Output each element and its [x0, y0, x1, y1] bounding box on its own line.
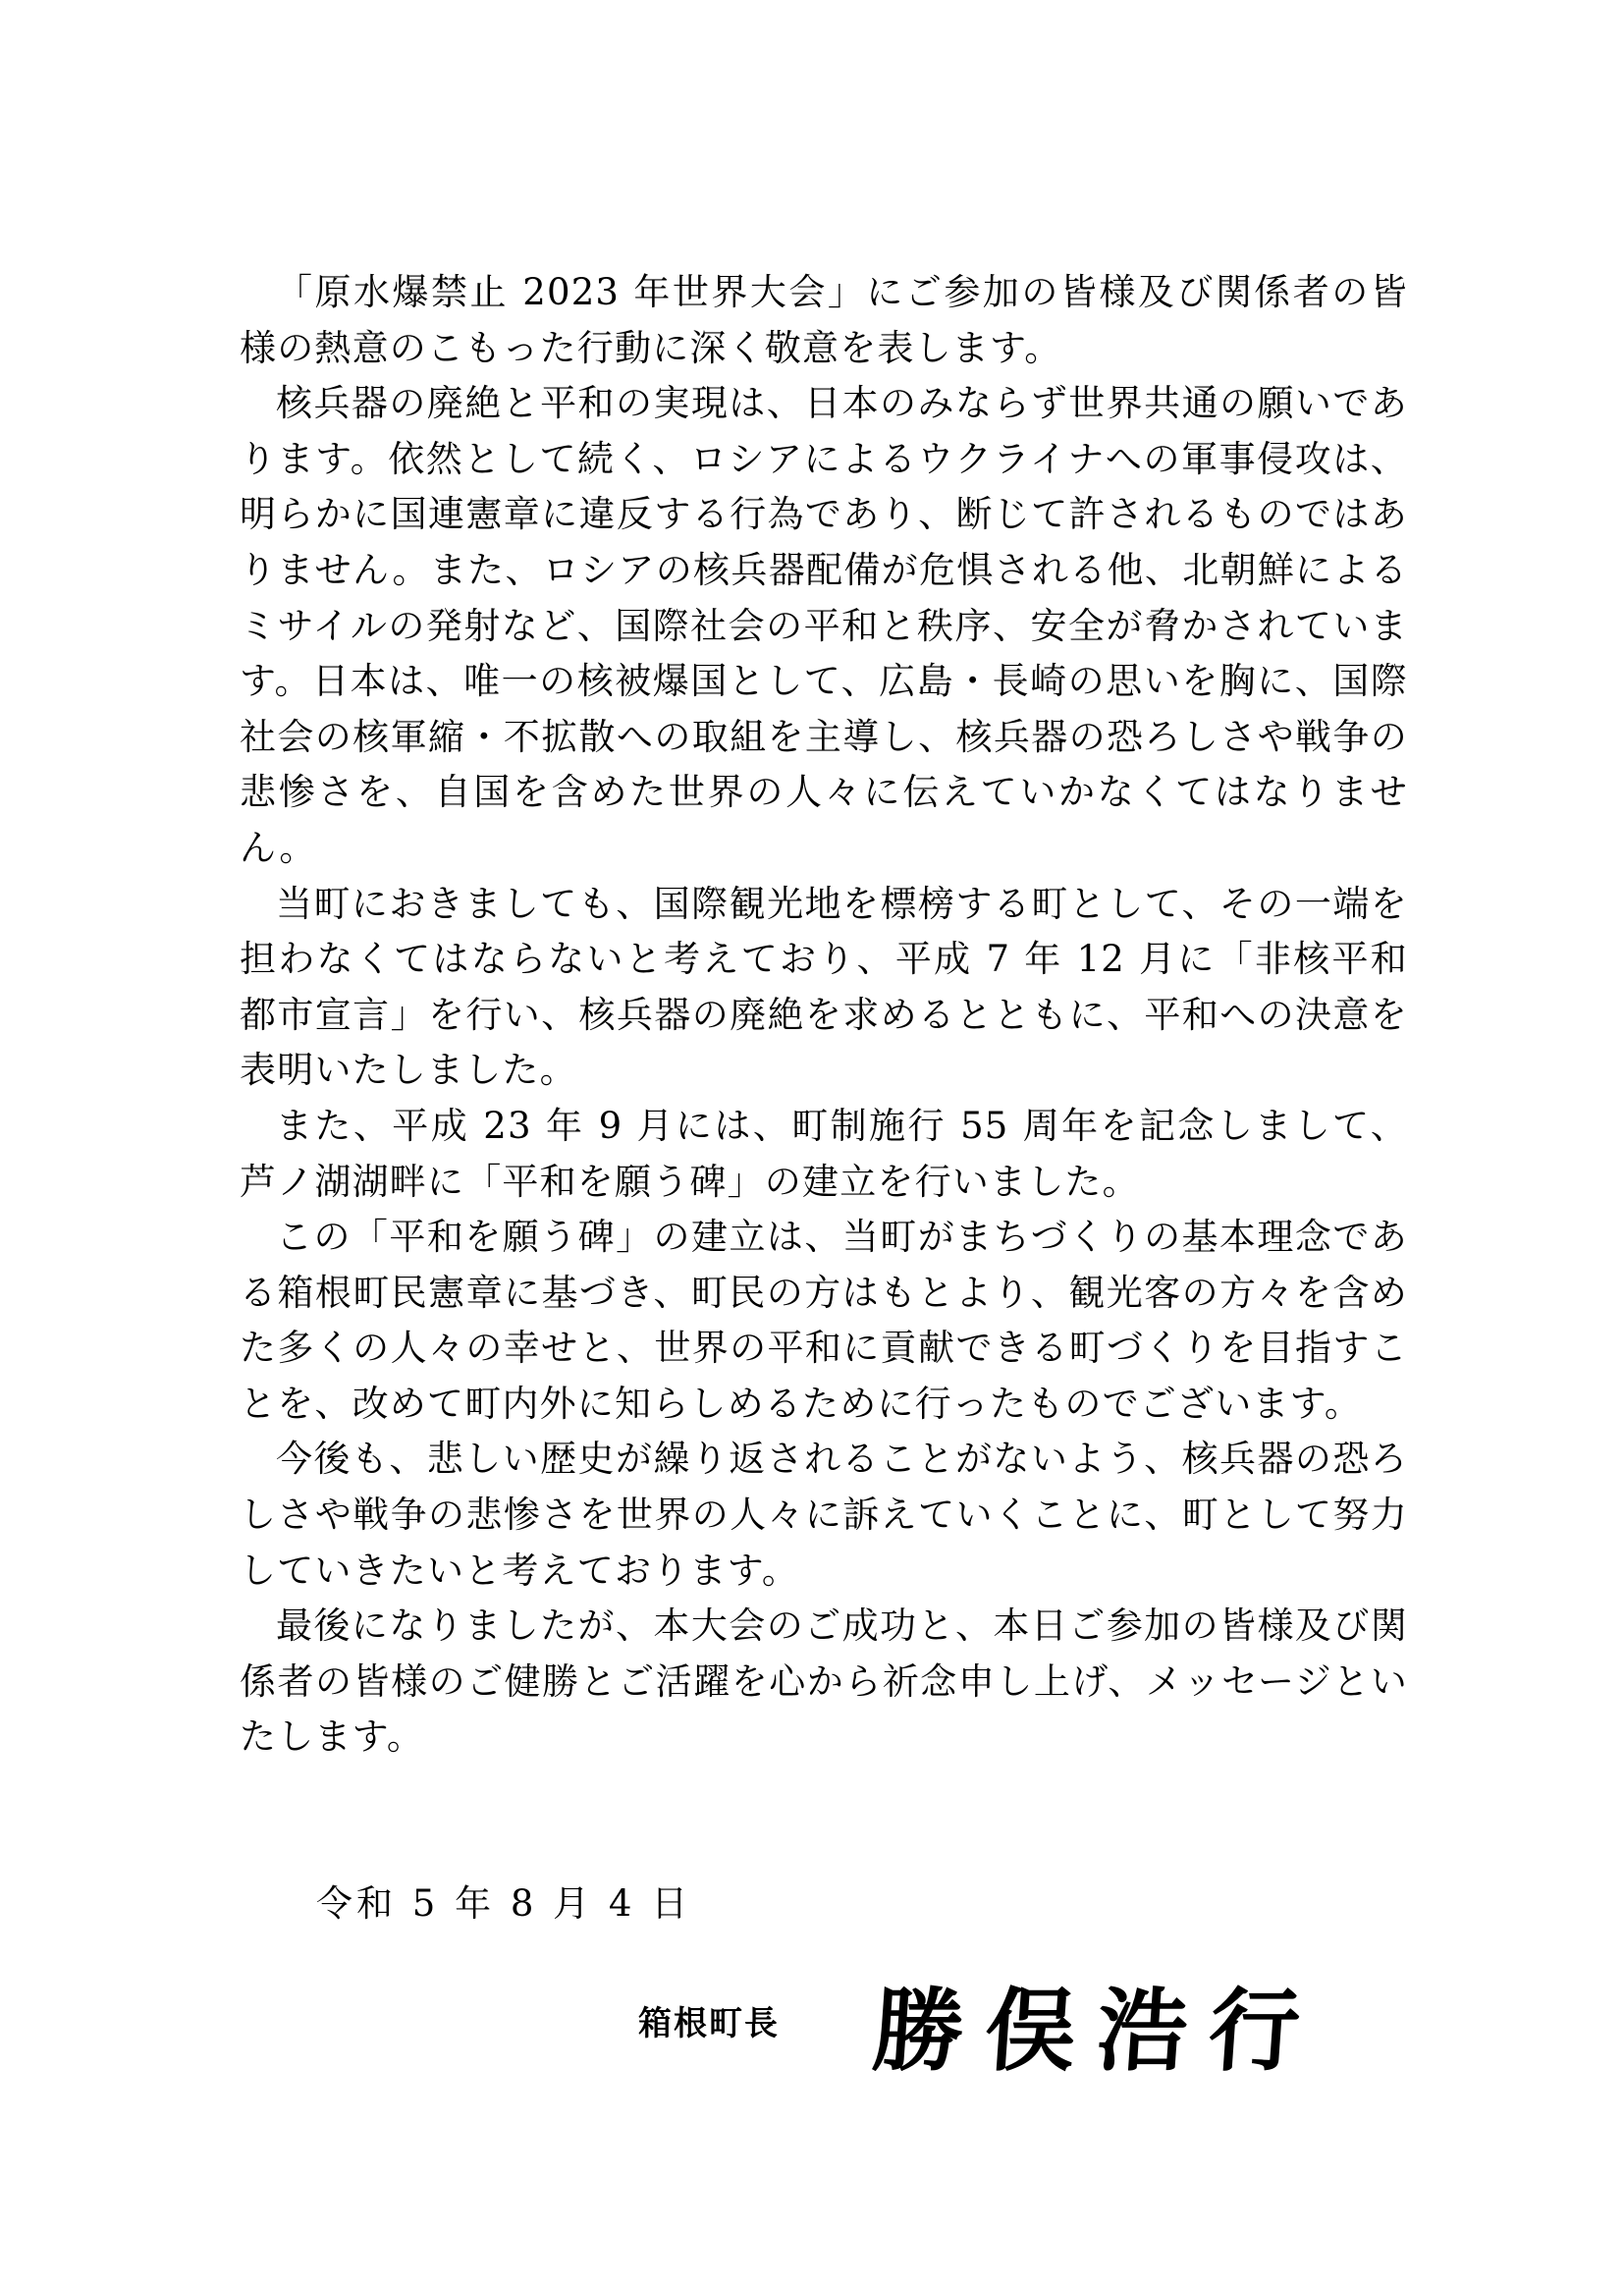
handwritten-signature: 勝俣浩行: [869, 1978, 1326, 2084]
paragraph-greeting: 「原水爆禁止 2023 年世界大会」にご参加の皆様及び関係者の皆様の熱意のこもった行動に深く敬意を表します。: [240, 271, 1408, 369]
paragraph-future-effort: 今後も、悲しい歴史が繰り返されることがないよう、核兵器の恐ろしさや戦争の悲惨さを世界の人々に訴えていくことに、町として努力していきたいと考えております。: [240, 1438, 1408, 1592]
paragraph-nuclear-abolition: 核兵器の廃絶と平和の実現は、日本のみならず世界共通の願いであります。依然として続く、ロシアによるウクライナへの軍事侵攻は、明らかに国連憲章に違反する行為であり、断じて許されるものではありません。また、ロシアの核兵器配備が危惧される他、北朝鮮によるミサイルの発射など、国際社会の平和と秩序、安全が脅かされています。日本は、唯一の核被爆国として、広島・長崎の思いを胸に、国際社会の核軍縮・不拡散への取組を主導し、核兵器の恐ろしさや戦争の悲惨さを、自国を含めた世界の人々に伝えていかなくてはなりません。: [240, 382, 1408, 869]
paragraph-monument-purpose: この「平和を願う碑」の建立は、当町がまちづくりの基本理念である箱根町民憲章に基づき、町民の方はもとより、観光客の方々を含めた多くの人々の幸せと、世界の平和に貢献できる町づくりを目指すことを、改めて町内外に知らしめるために行ったものでございます。: [240, 1216, 1408, 1425]
letter-date: 令和 5 年 8 月 4 日: [316, 1882, 692, 1925]
letter-body: [240, 265, 1408, 1766]
paragraph-declaration: 当町におきましても、国際観光地を標榜する町として、その一端を担わなくてはならないと考えており、平成 7 年 12 月に「非核平和都市宣言」を行い、核兵器の廃絶を求めるとともに、平和への決意を表明いたしました。: [240, 882, 1408, 1092]
paragraph-monument: また、平成 23 年 9 月には、町制施行 55 周年を記念しまして、芦ノ湖湖畔に「平和を願う碑」の建立を行いました。: [240, 1104, 1408, 1203]
signature-block: [638, 1959, 1424, 2084]
signer-title: 箱根町長: [638, 2004, 780, 2043]
paragraph-closing: 最後になりましたが、本大会のご成功と、本日ご参加の皆様及び関係者の皆様のご健勝とご活躍を心から祈念申し上げ、メッセージといたします。: [240, 1605, 1408, 1759]
